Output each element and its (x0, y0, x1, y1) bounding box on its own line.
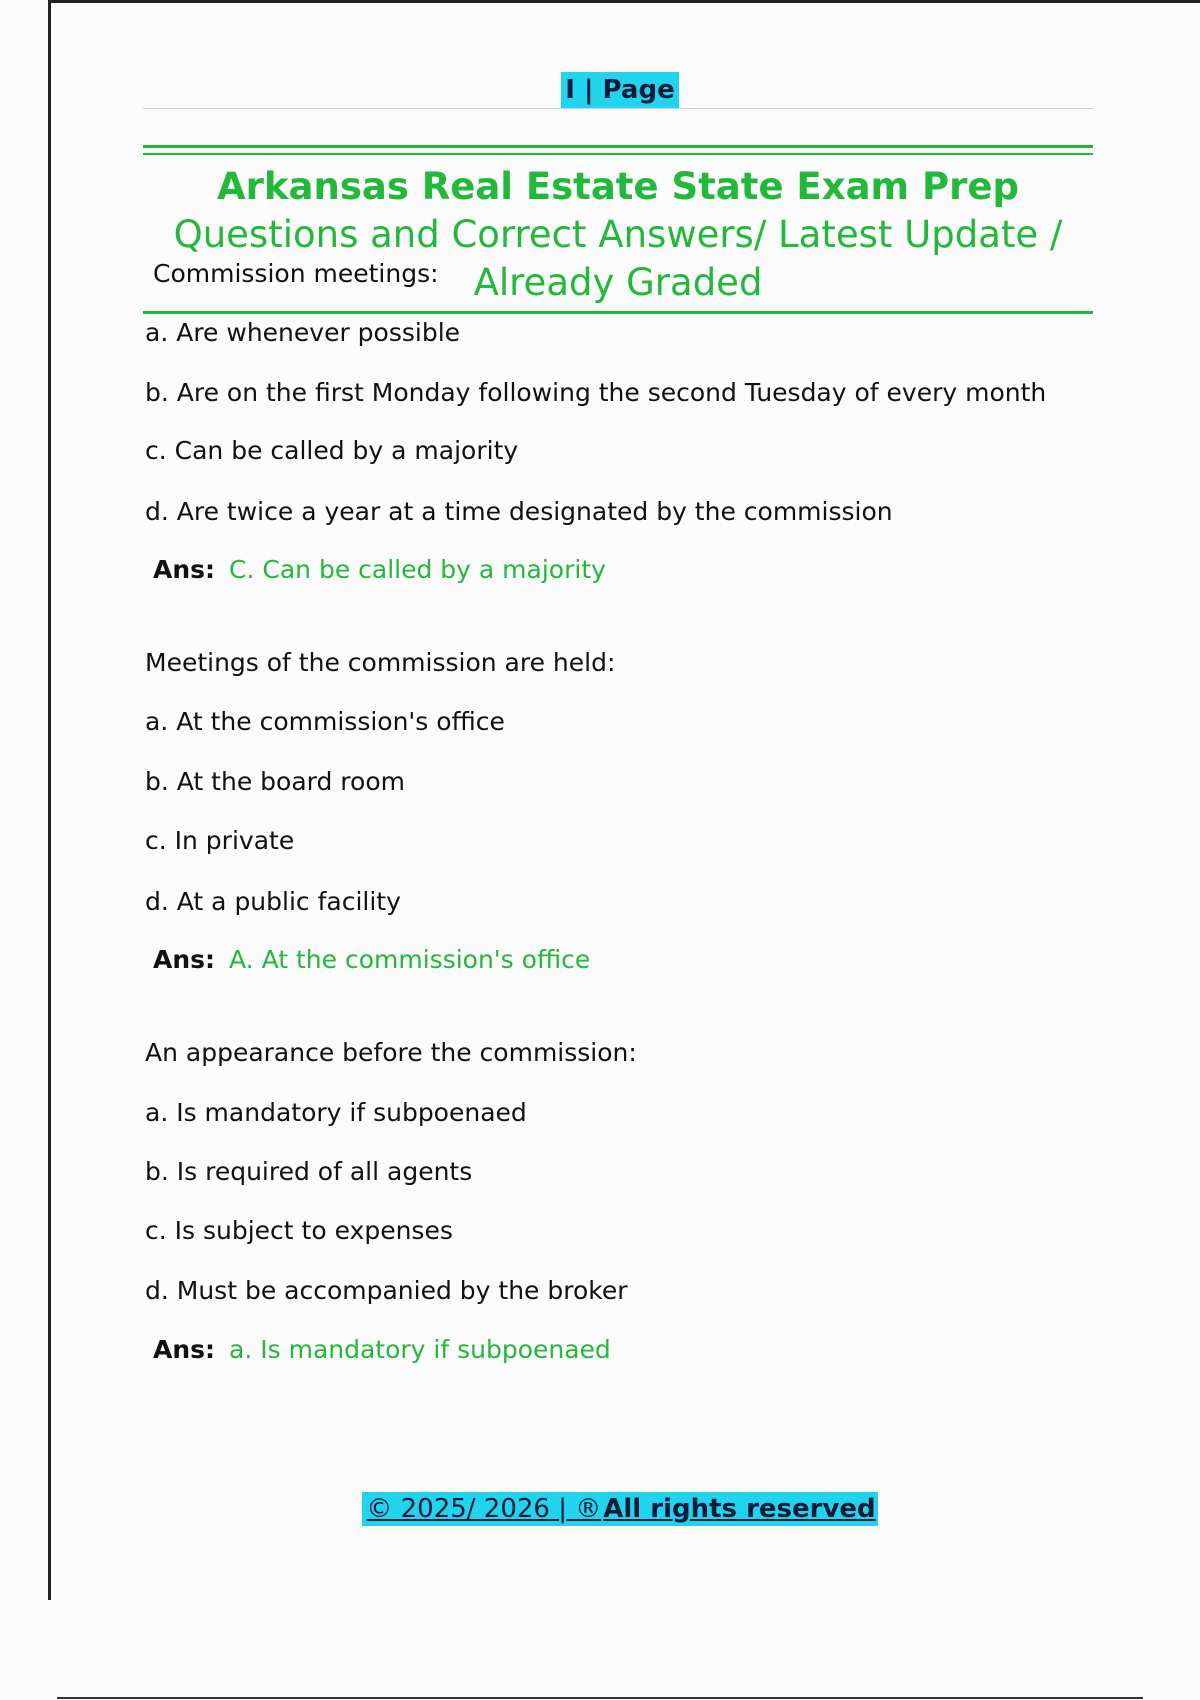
answer-value: a. Is mandatory if subpoenaed (229, 1335, 611, 1364)
question-option: d. Are twice a year at a time designated by the commission (145, 497, 893, 526)
question-prompt: Meetings of the commission are held: (145, 648, 616, 677)
question-prompt: An appearance before the commission: (145, 1038, 637, 1067)
question-option: a. Is mandatory if subpoenaed (145, 1098, 527, 1127)
question-prompt: Commission meetings: (153, 259, 439, 288)
answer-line (153, 1334, 611, 1366)
copyright-years: © 2025/ 2026 | ® (366, 1494, 602, 1524)
question-option: d. Must be accompanied by the broker (145, 1276, 628, 1305)
question-option: b. At the board room (145, 767, 405, 796)
question-option: c. In private (145, 826, 295, 855)
copyright-text (362, 1492, 877, 1526)
header-divider (143, 108, 1093, 109)
question-option: a. At the commission's office (145, 707, 505, 736)
title-bottom-rule (143, 311, 1093, 314)
page-number-label: I | Page (561, 72, 678, 108)
question-option: c. Is subject to expenses (145, 1216, 453, 1245)
question-option: a. Are whenever possible (145, 318, 461, 347)
page-top-border (48, 0, 1200, 3)
title-normal: Questions and Correct Answers/ Latest Update / Already Graded (173, 213, 1063, 304)
question-option: b. Is required of all agents (145, 1157, 473, 1186)
page-left-border (48, 0, 51, 1600)
page-number (0, 72, 1200, 108)
title-top-rule (143, 153, 1093, 155)
answer-label: Ans: (153, 1335, 216, 1364)
question-option: b. Are on the first Monday following the second Tuesday of every month (145, 378, 1047, 407)
answer-label: Ans: (153, 555, 216, 584)
title-bold: Arkansas Real Estate State Exam Prep (217, 165, 1019, 208)
answer-line (153, 944, 590, 976)
question-option: d. At a public facility (145, 887, 401, 916)
answer-value: A. At the commission's office (229, 945, 591, 974)
question-option: c. Can be called by a majority (145, 436, 519, 465)
page-bottom-rule (57, 1697, 1143, 1699)
answer-label: Ans: (153, 945, 216, 974)
answer-line (153, 554, 606, 586)
answer-value: C. Can be called by a majority (229, 555, 606, 584)
copyright-footer (0, 1492, 1200, 1526)
copyright-rights: All rights reserved (603, 1494, 876, 1524)
